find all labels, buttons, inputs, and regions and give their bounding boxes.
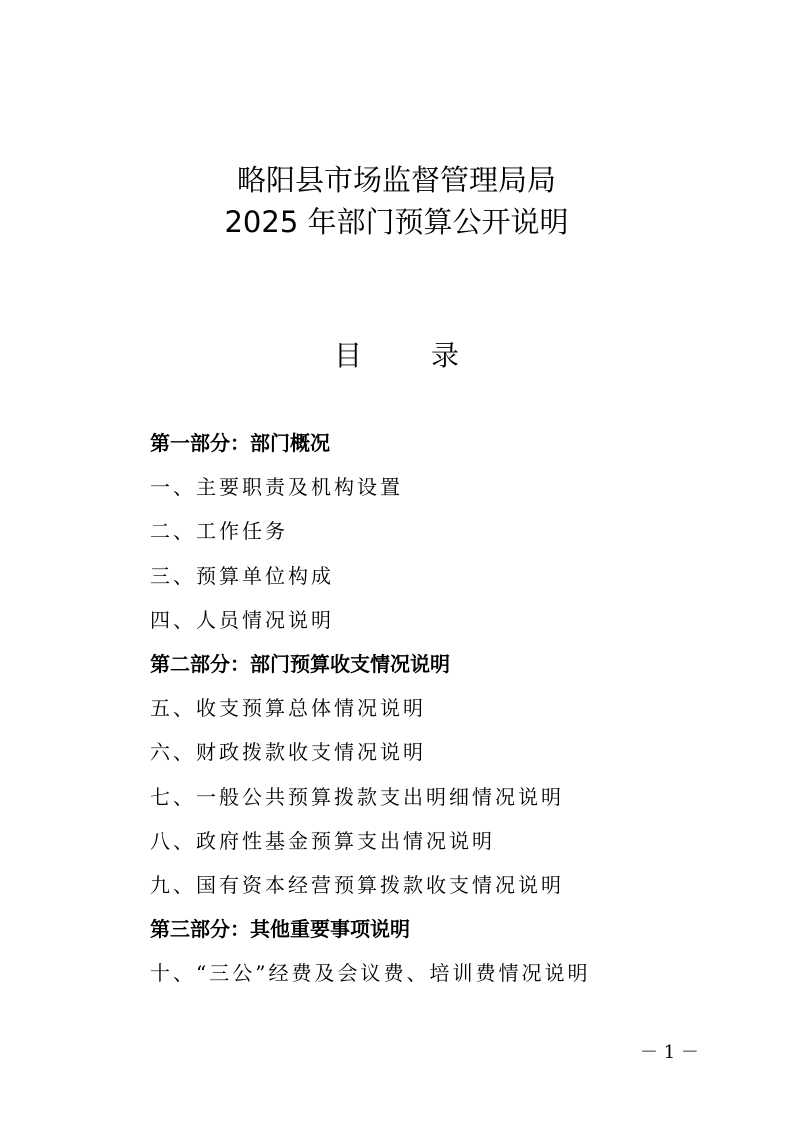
toc-item-1: 一、主要职责及机构设置 — [150, 475, 403, 500]
toc-heading: 目 录 — [334, 339, 489, 372]
toc-item-4: 四、人员情况说明 — [150, 607, 334, 632]
table-of-contents — [150, 428, 590, 1002]
toc-item-5: 五、收支预算总体情况说明 — [150, 696, 426, 721]
toc-part-1: 第一部分：部门概况 — [150, 431, 330, 455]
document-title-line1: 略阳县市场监督管理局局 — [236, 163, 556, 197]
toc-item-2: 二、工作任务 — [150, 519, 288, 544]
toc-item-8: 八、政府性基金预算支出情况说明 — [150, 828, 495, 853]
toc-item-7: 七、一般公共预算拨款支出明细情况说明 — [150, 784, 564, 809]
toc-item-9: 九、国有资本经营预算拨款收支情况说明 — [150, 872, 564, 897]
page-number: － 1 － — [640, 1042, 699, 1063]
toc-item-6: 六、财政拨款收支情况说明 — [150, 740, 426, 765]
toc-part-3: 第三部分：其他重要事项说明 — [150, 917, 410, 942]
toc-item-3: 三、预算单位构成 — [150, 563, 334, 588]
toc-item-10: 十、“三公”经费及会议费、培训费情况说明 — [150, 961, 591, 986]
toc-part-2: 第二部分：部门预算收支情况说明 — [150, 651, 450, 676]
document-title-line2: 2025 年部门预算公开说明 — [224, 205, 569, 239]
